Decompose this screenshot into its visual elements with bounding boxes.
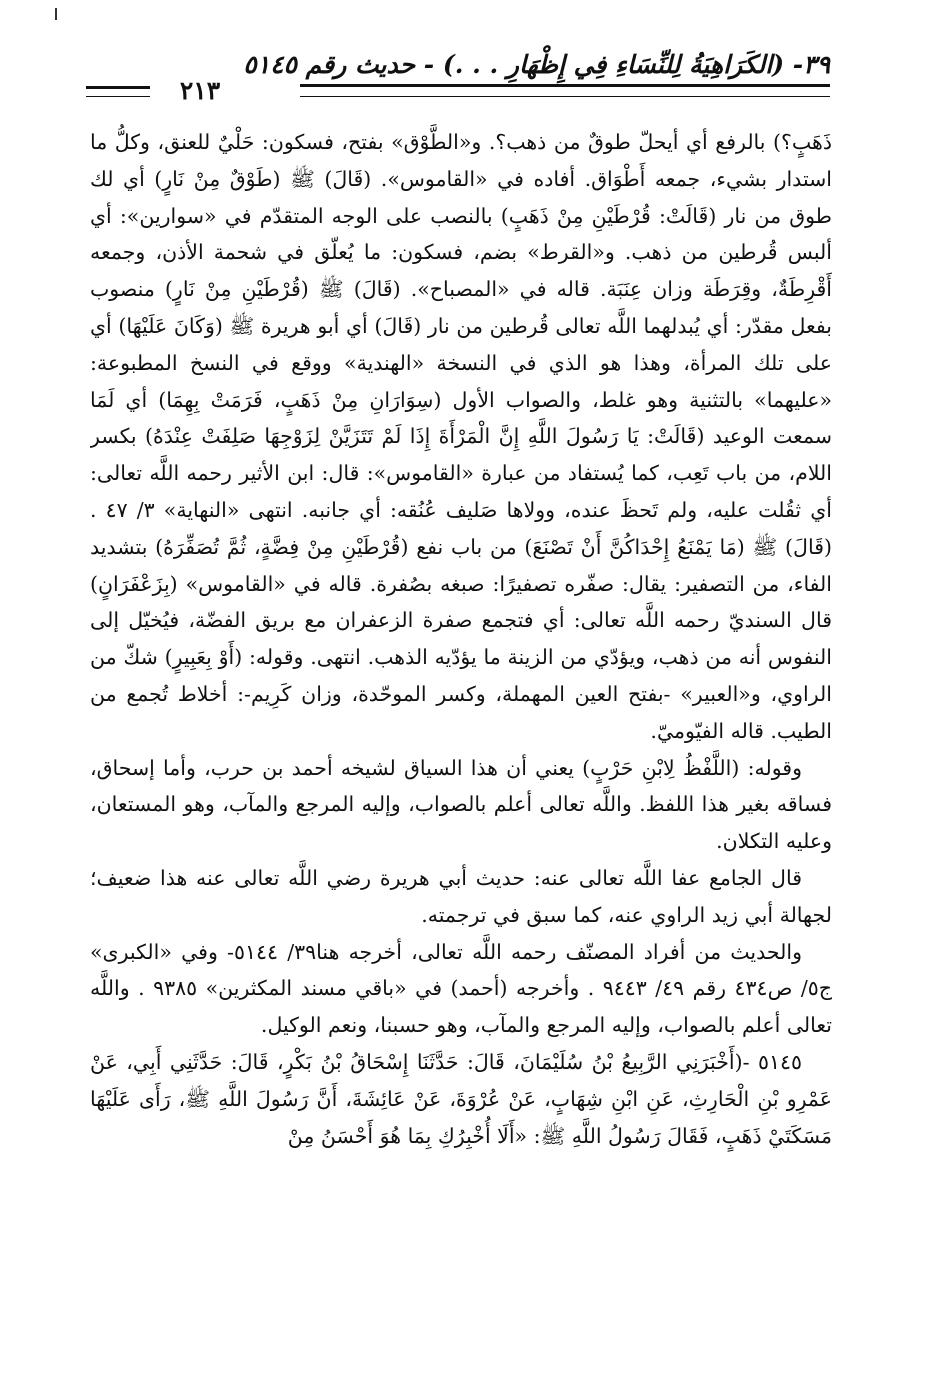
header-rule [300,84,830,97]
header-title: ٣٩- (الكَرَاهِيَةُ لِلنِّسَاءِ فِي إِظْهَارِ . . .) - حديث رقم ٥١٤٥ [243,50,830,79]
corner-mark [55,8,57,20]
paragraph-hadith-5145: ٥١٤٥ -(أَخْبَرَنِي الرَّبِيعُ بْنُ سُلَيْمَانَ، قَالَ: حَدَّثَنَا إِسْحَاقُ بْنُ بَكْرٍ، قَالَ: حَدَّثَنِي أَبِي، عَنْ عَمْرِو بْنِ الْحَارِثِ، عَنِ ابْنِ شِهَابٍ، عَنْ عُرْوَةَ، عَنْ عَائِشَةَ، أَنَّ رَسُولَ اللَّهِ ﷺ، رَأَى عَلَيْهَا مَسَكَتَيْ ذَهَبٍ، فَقَالَ رَسُولُ اللَّهِ ﷺ: «أَلَا أُخْبِرُكِ بِمَا هُوَ أَحْسَنُ مِنْ [90,1049,832,1148]
page-body [90,124,832,1304]
paragraph-commentary: ذَهَبٍ؟) بالرفع أي أيحلّ طوقٌ من ذهب؟. و«الطَّوْق» بفتح، فسكون: حَلْيٌ للعنق، وكلُّ ما استدار بشيء، جمعه أَطْوَاق. أفاده في «القاموس». (قَالَ) ﷺ (طَوْقٌ مِنْ نَارٍ) أي لك طوق من نار (قَالَتْ: قُرْطَيْنِ مِنْ ذَهَبٍ) بالنصب على الوجه المتقدّم في «سوارين»: أي ألبس قُرطين من ذهب. و«القرط» بضم، فسكون: ما يُعلّق في شحمة الأذن، وجمعه أَقْرِطَةٌ، وقِرَطَة وزان عِنَبَة. قاله في «المصباح». (قَالَ) ﷺ (قُرْطَيْنِ مِنْ نَارٍ) منصوب بفعل مقدّر: أي يُبدلهما اللَّه تعالى قُرطين من نار (قَالَ) أي أبو هريرة ﷺ (وَكَانَ عَلَيْهَا) أي على تلك المرأة، وهذا هو الذي في النسخة «الهندية» ووقع في النسخ المطبوعة: «عليهما» بالتثنية وهو غلط، والصواب الأول (سِوَارَانِ مِنْ ذَهَبٍ، فَرَمَتْ بِهِمَا) أي لَمَا سمعت الوعيد (قَالَتْ: يَا رَسُولَ اللَّهِ إِنَّ الْمَرْأَةَ إِذَا لَمْ تَتَزَيَّنْ لِزَوْجِهَا صَلِفَتْ عِنْدَهُ) بكسر اللام، من باب تَعِب، كما يُستفاد من عبارة «القاموس»: قال: ابن الأثير رحمه اللَّه تعالى: أي ثقُلت عليه، ولم تَحظَ عنده، وولاها صَليف عُنُقه: أي جانبه. انتهى «النهاية» ٣/ ٤٧ . (قَالَ) ﷺ (مَا يَمْنَعُ إِحْدَاكُنَّ أَنْ تَصْنَعَ) من باب نفع (قُرْطَيْنِ مِنْ فِضَّةٍ، ثُمَّ تُصَفِّرَهُ) بتشديد الفاء، من التصفير: يقال: صفّره تصفيرًا: صبغه بصُفرة. قاله في «القاموس» (بِزَعْفَرَانٍ) قال السنديّ رحمه اللَّه تعالى: أي فتجمع صفرة الزعفران مع بريق الفضّة، فيُخيّل إلى النفوس أنه من ذهب، ويؤدّي من الزينة ما يؤدّيه الذهب. انتهى. وقوله: (أَوْ بِعَبِيرٍ) شكّ من الراوي، و«العبير» -بفتح العين المهملة، وكسر الموحّدة، وزان كَرِيم-: أخلاط تُجمع من الطيب. قاله الفيّوميّ. [90,130,832,743]
running-header [86,40,830,106]
paragraph-sources: والحديث من أفراد المصنّف رحمه اللَّه تعالى، أخرجه هنا٣٩/ ٥١٤٤- وفي «الكبرى» ج٥/ ص٤٣٤ رقم ٤٩/ ٩٤٤٣ . وأخرجه (أحمد) في «باقي مسند المكثرين» ٩٣٨٥ . واللَّه تعالى أعلم بالصواب، وإليه المرجع والمآب، وهو حسبنا، ونعم الوكيل. [90,939,832,1038]
page-number: ٢١٣ [179,76,221,105]
paragraph-grading: قال الجامع عفا اللَّه تعالى عنه: حديث أبي هريرة رضي اللَّه تعالى عنه هذا ضعيف؛ لجهالة أبي زيد الراوي عنه، كما سبق في ترجمته. [90,865,832,927]
paragraph-wording-note: وقوله: (اللَّفْظُ لِابْنِ حَرْبٍ) يعني أن هذا السياق لشيخه أحمد بن حرب، وأما إسحاق، فساقه بغير هذا اللفظ. واللَّه تعالى أعلم بالصواب، وإليه المرجع والمآب، وهو المستعان، وعليه التكلان. [90,755,832,854]
header-rule-left [86,86,150,97]
